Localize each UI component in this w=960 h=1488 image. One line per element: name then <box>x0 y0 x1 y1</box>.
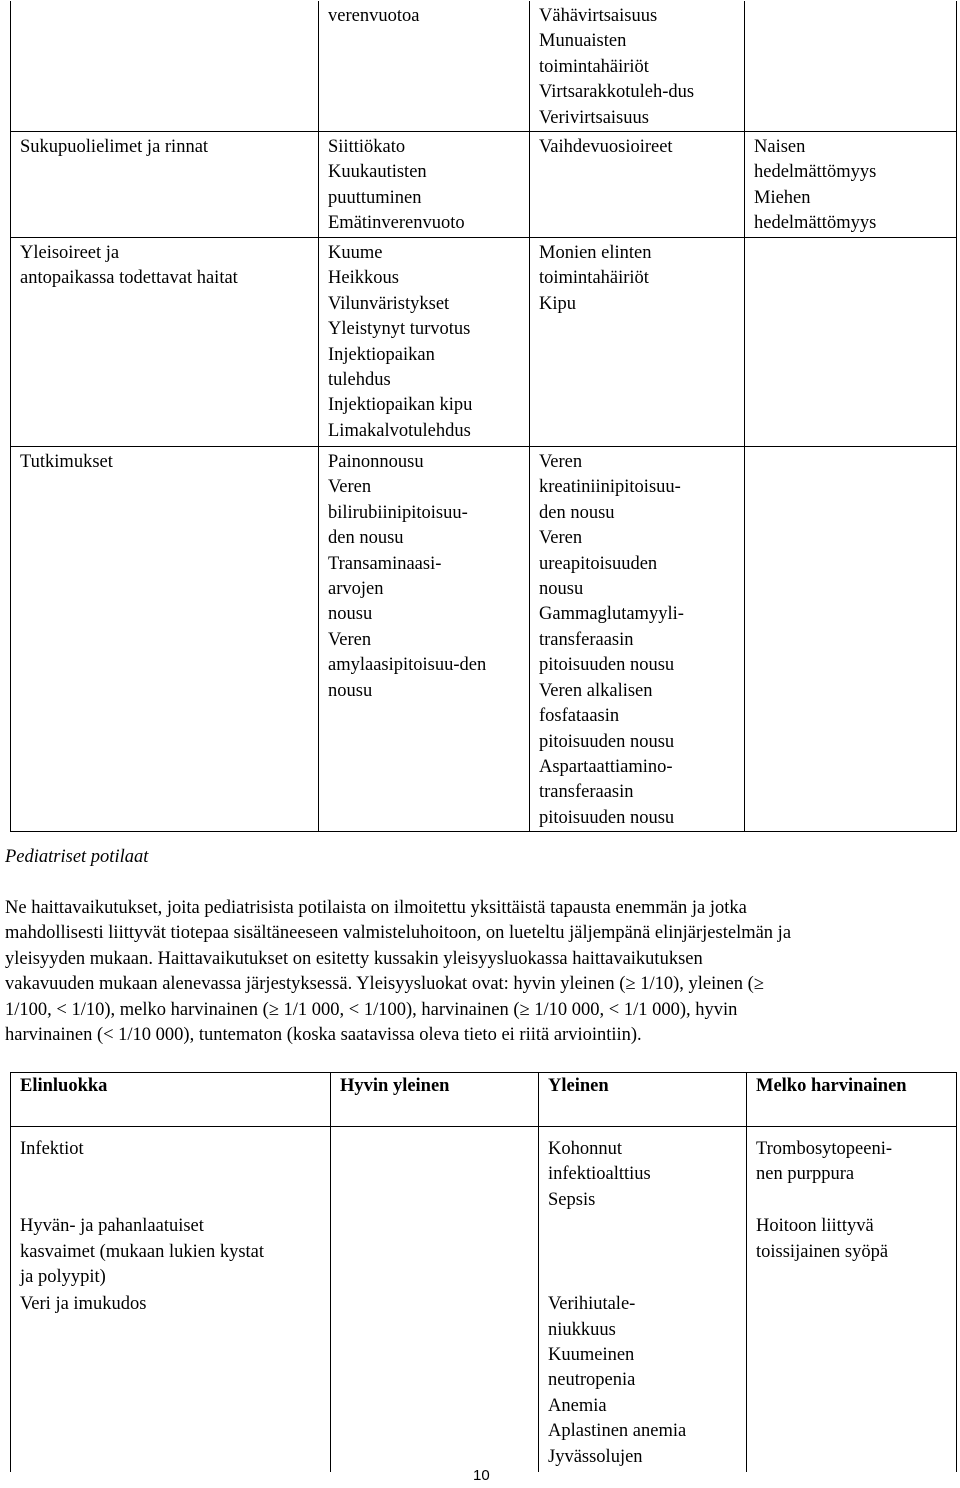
table-cell <box>319 1 530 132</box>
cell-text-line: ja polyypit) <box>20 1267 106 1288</box>
cell-text-line: Infektiot <box>20 1139 84 1159</box>
cell-text-line: nen purppura <box>756 1164 855 1185</box>
cell-text-line: Virtsarakkotuleh-dus <box>539 82 695 103</box>
cell-text-line: Verihiutale- <box>548 1294 636 1315</box>
cell-text-line: toimintahäiriöt <box>539 268 649 289</box>
cell-text-line: Kuukautisten <box>328 162 427 183</box>
cell-text-line: Veren <box>539 528 583 549</box>
cell-text-line: kasvaimet (mukaan lukien kystat <box>20 1241 265 1262</box>
cell-text-line: Heikkous <box>328 268 399 289</box>
cell-text-line: Verivirtsaisuus <box>539 107 649 128</box>
cell-text-line: arvojen <box>328 579 384 600</box>
table-row <box>11 447 957 832</box>
cell-text-line: Veren <box>328 629 372 650</box>
cell-text-line: bilirubiinipitoisuu- <box>328 502 468 523</box>
cell-text-line: toissijainen syöpä <box>756 1241 889 1262</box>
cell-text-line: transferaasin <box>539 629 634 650</box>
cell-text-line: pitoisuuden nousu <box>539 731 675 752</box>
cell-text-line: Injektiopaikan kipu <box>328 395 473 416</box>
table-cell <box>747 1213 957 1291</box>
cell-text-line: den nousu <box>328 528 404 549</box>
cell-text-line: Transaminaasi- <box>328 553 442 574</box>
cell-text-line: Vähävirtsaisuus <box>539 6 658 26</box>
paragraph-line: harvinainen (< 1/10 000), tuntematon (koska saatavissa oleva tieto ei riitä arviointiin). <box>5 1025 642 1046</box>
table-cell <box>745 447 957 832</box>
table-row <box>11 1127 957 1214</box>
paragraph-line: vakavuuden mukaan alenevassa järjestyksessä. Yleisyysluokat ovat: hyvin yleinen (≥ 1/10), yleinen (≥ <box>5 974 764 995</box>
table-cell <box>11 1291 331 1472</box>
header-organ-class: Elinluokka <box>11 1073 331 1127</box>
cell-text-line: Hoitoon liittyvä <box>756 1216 874 1237</box>
pediatric-intro-paragraph <box>5 896 955 1048</box>
cell-text-line: Miehen <box>754 187 811 208</box>
table-cell <box>11 1127 331 1214</box>
table-cell <box>745 132 957 238</box>
table-cell <box>745 1 957 132</box>
cell-text-line: toimintahäiriöt <box>539 56 649 77</box>
table-row <box>11 132 957 238</box>
cell-text-line: Anemia <box>548 1395 607 1416</box>
table-cell <box>11 132 319 238</box>
table-cell <box>11 447 319 832</box>
cell-text-line: Limakalvotulehdus <box>328 420 471 441</box>
cell-text-line: Injektiopaikan <box>328 344 435 365</box>
table-cell <box>747 1291 957 1472</box>
header-common: Yleinen <box>539 1073 747 1127</box>
cell-text-line: Aplastinen anemia <box>548 1421 687 1442</box>
cell-text-line: antopaikassa todettavat haitat <box>20 268 238 289</box>
cell-text-line: Jyvässolujen <box>548 1446 643 1467</box>
cell-text-line: nousu <box>539 579 584 600</box>
table-row <box>11 238 957 447</box>
cell-text-line: Vilunväristykset <box>328 293 450 314</box>
cell-text-line: Painonnousu <box>328 452 424 473</box>
paragraph-line: Ne haittavaikutukset, joita pediatrisista potilaista on ilmoitettu yksittäistä tapausta enemmän ja jotka <box>5 898 747 918</box>
table-row <box>11 1 957 132</box>
table-header-row <box>11 1073 957 1127</box>
cell-text-line: Kuumeinen <box>548 1345 635 1366</box>
cell-text-line: Veren alkalisen <box>539 680 653 701</box>
table-cell <box>745 238 957 447</box>
table-cell <box>530 132 745 238</box>
cell-text-line: Veri ja imukudos <box>20 1294 147 1315</box>
table-cell <box>539 1213 747 1291</box>
table-cell <box>319 238 530 447</box>
table-cell <box>331 1213 539 1291</box>
table-cell <box>319 132 530 238</box>
page-number: 10 <box>473 1467 490 1484</box>
cell-text-line: hedelmättömyys <box>754 213 877 234</box>
adverse-reactions-table-continued <box>10 1 957 832</box>
cell-text-line: Siittiökato <box>328 137 406 158</box>
cell-text-line: pitoisuuden nousu <box>539 655 675 676</box>
cell-text-line: Aspartaattiamino- <box>539 756 673 777</box>
cell-text-line: Trombosytopeeni- <box>756 1139 893 1159</box>
cell-text-line: Yleistynyt turvotus <box>328 319 471 340</box>
cell-text-line: Vaihdevuosioireet <box>539 137 673 158</box>
pediatric-adverse-reactions-table <box>10 1072 957 1472</box>
cell-text-line: Gammaglutamyyli- <box>539 604 684 625</box>
table-cell <box>331 1127 539 1214</box>
cell-text-line: ureapitoisuuden <box>539 553 658 574</box>
cell-text-line: Kipu <box>539 293 576 314</box>
cell-text-line: niukkuus <box>548 1319 616 1340</box>
cell-text-line: tulehdus <box>328 370 391 391</box>
cell-text-line: den nousu <box>539 502 615 523</box>
table-cell <box>747 1127 957 1214</box>
cell-text-line: Sukupuolielimet ja rinnat <box>20 137 209 158</box>
table-cell <box>530 447 745 832</box>
table-cell <box>530 1 745 132</box>
cell-text-line: Monien elinten <box>539 243 652 264</box>
cell-text-line: Emätinverenvuoto <box>328 213 465 234</box>
cell-text-line: nousu <box>328 680 373 701</box>
paragraph-line: mahdollisesti liittyvät tiotepaa sisältäneeseen valmisteluhoitoon, on lueteltu jäljempänä elinjärjestelmän ja <box>5 923 792 944</box>
cell-text-line: infektioalttius <box>548 1164 651 1185</box>
cell-text-line: Kuume <box>328 243 383 264</box>
cell-text-line: Sepsis <box>548 1189 596 1210</box>
cell-text-line: Hyvän- ja pahanlaatuiset <box>20 1216 204 1237</box>
cell-text-line: hedelmättömyys <box>754 162 877 183</box>
cell-text-line: Tutkimukset <box>20 452 113 473</box>
pediatric-patients-heading: Pediatriset potilaat <box>5 847 149 867</box>
table-cell <box>530 238 745 447</box>
cell-text-line: Veren <box>328 477 372 498</box>
header-uncommon: Melko harvinainen <box>747 1073 957 1127</box>
cell-text-line: pitoisuuden nousu <box>539 807 675 828</box>
table-cell <box>11 238 319 447</box>
cell-text-line: Veren <box>539 452 583 473</box>
cell-text-line: amylaasipitoisuu-den <box>328 655 487 676</box>
cell-text-line: puuttuminen <box>328 187 422 208</box>
paragraph-line: yleisyyden mukaan. Haittavaikutukset on esitetty kussakin yleisyysluokassa haittavaikutuksen <box>5 948 703 969</box>
cell-text-line: Naisen <box>754 137 806 158</box>
table-cell <box>331 1291 539 1472</box>
table-cell <box>539 1127 747 1214</box>
cell-text-line: transferaasin <box>539 782 634 803</box>
table-row <box>11 1213 957 1291</box>
table-row <box>11 1291 957 1472</box>
cell-text-line: Kohonnut <box>548 1139 622 1159</box>
cell-text-line: Yleisoireet ja <box>20 243 120 264</box>
table-cell <box>319 447 530 832</box>
cell-text-line: Munuaisten <box>539 31 627 52</box>
cell-text-line: verenvuotoa <box>328 6 420 26</box>
table-cell <box>11 1213 331 1291</box>
cell-text-line: fosfataasin <box>539 706 620 727</box>
cell-text-line: kreatiniinipitoisuu- <box>539 477 681 498</box>
table-cell <box>11 1 319 132</box>
paragraph-line: 1/100, < 1/10), melko harvinainen (≥ 1/1 000, < 1/100), harvinainen (≥ 1/10 000, < 1/1 000), hyvin <box>5 999 738 1020</box>
table-cell <box>539 1291 747 1472</box>
cell-text-line: neutropenia <box>548 1370 636 1391</box>
header-very-common: Hyvin yleinen <box>331 1073 539 1127</box>
cell-text-line: nousu <box>328 604 373 625</box>
